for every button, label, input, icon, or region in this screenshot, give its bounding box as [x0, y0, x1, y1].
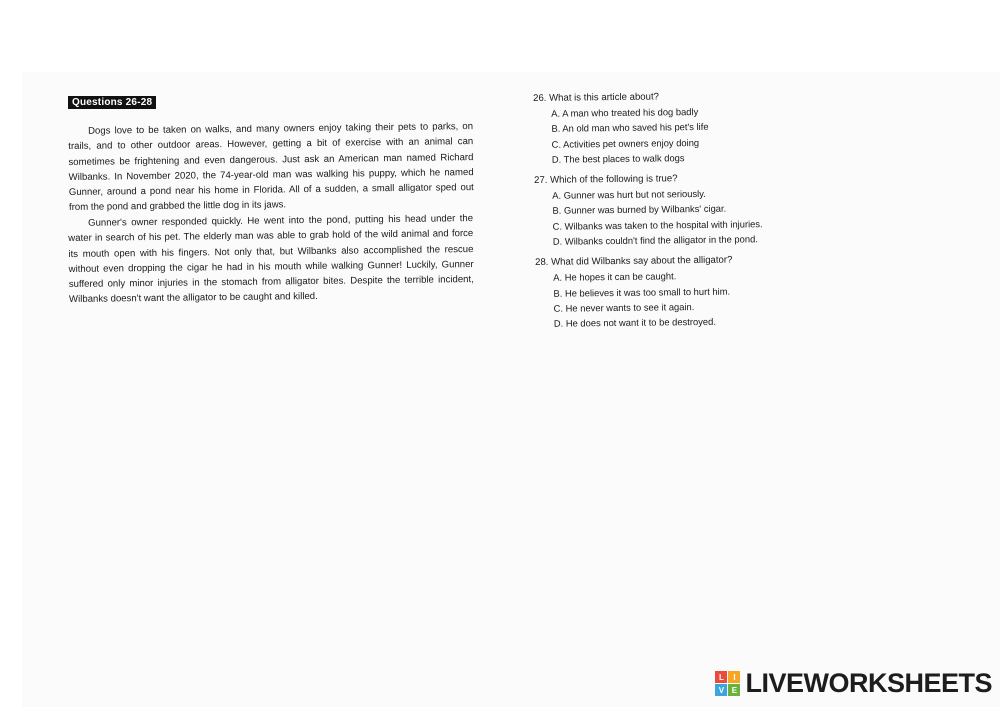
option-28-b: B. He believes it was too small to hurt him. — [553, 285, 731, 299]
questions-heading: Questions 26-28 — [68, 96, 156, 109]
passage-paragraph-2-text: Gunner's owner responded quickly. He went into the pond, putting his head under the water in search of his pet. The elderly man was able to grab hold of the wild animal and force its mouth open with his fingers. Not only that, but Wilbanks also accomplished the rescue without even dropping the cigar he had in his mouth while walking Gunner! Luckily, Gunner suffered only minor injuries in the stomach from alligator bites. Despite the terrible incident, Wilbanks doesn't want the alligator to be caught and killed. — [68, 212, 474, 306]
passage-paragraph-2 — [68, 211, 474, 308]
logo-letter-e: E — [728, 684, 740, 696]
option-28-c: C. He never wants to see it again. — [553, 301, 695, 314]
logo-letter-i: I — [728, 671, 740, 683]
logo-letter-v: V — [715, 684, 727, 696]
question-27 — [534, 171, 795, 249]
question-28 — [535, 253, 796, 331]
question-26 — [533, 89, 794, 167]
passage-paragraph-1 — [68, 119, 474, 216]
option-26-b: B. An old man who saved his pet's life — [551, 121, 709, 135]
liveworksheets-logo-icon — [715, 671, 740, 696]
questions-column — [533, 89, 796, 339]
option-28-d: D. He does not want it to be destroyed. — [553, 316, 716, 330]
option-27-c: C. Wilbanks was taken to the hospital with injuries. — [552, 217, 763, 232]
logo-letter-l: L — [715, 671, 727, 683]
option-27-a: A. Gunner was hurt but not seriously. — [552, 188, 706, 201]
question-text: Which of the following is true? — [550, 173, 678, 186]
option-27-d: D. Wilbanks couldn't find the alligator in the pond. — [552, 233, 758, 247]
question-number: 26. — [533, 92, 547, 104]
reading-passage — [68, 92, 473, 308]
option-26-c: C. Activities pet owners enjoy doing — [551, 136, 700, 150]
liveworksheets-brand[interactable] — [715, 668, 992, 699]
option-26-a: A. A man who treated his dog badly — [551, 105, 699, 119]
option-26-d: D. The best places to walk dogs — [551, 152, 685, 165]
question-number: 27. — [534, 175, 548, 187]
option-27-b: B. Gunner was burned by Wilbanks' cigar. — [552, 203, 727, 217]
question-text: What did Wilbanks say about the alligator? — [551, 254, 733, 269]
option-28-a: A. He hopes it can be caught. — [553, 270, 677, 284]
passage-paragraph-1-text: Dogs love to be taken on walks, and many owners enjoy taking their pets to parks, on trails, and to other outdoor areas. However, getting a bit of exercise with an animal can sometimes be frightening and even dangerous. Just ask an American man named Richard Wilbanks. In November 2020, the 74-year-old man was walking his puppy, which he named Gunner, around a pond near his home in Florida. All of a sudden, a small alligator sped out from the pond and grabbed the little dog in its jaws. — [68, 121, 474, 214]
brand-name: LIVEWORKSHEETS — [745, 668, 992, 698]
question-text: What is this article about? — [549, 91, 660, 104]
question-number: 28. — [535, 257, 549, 269]
